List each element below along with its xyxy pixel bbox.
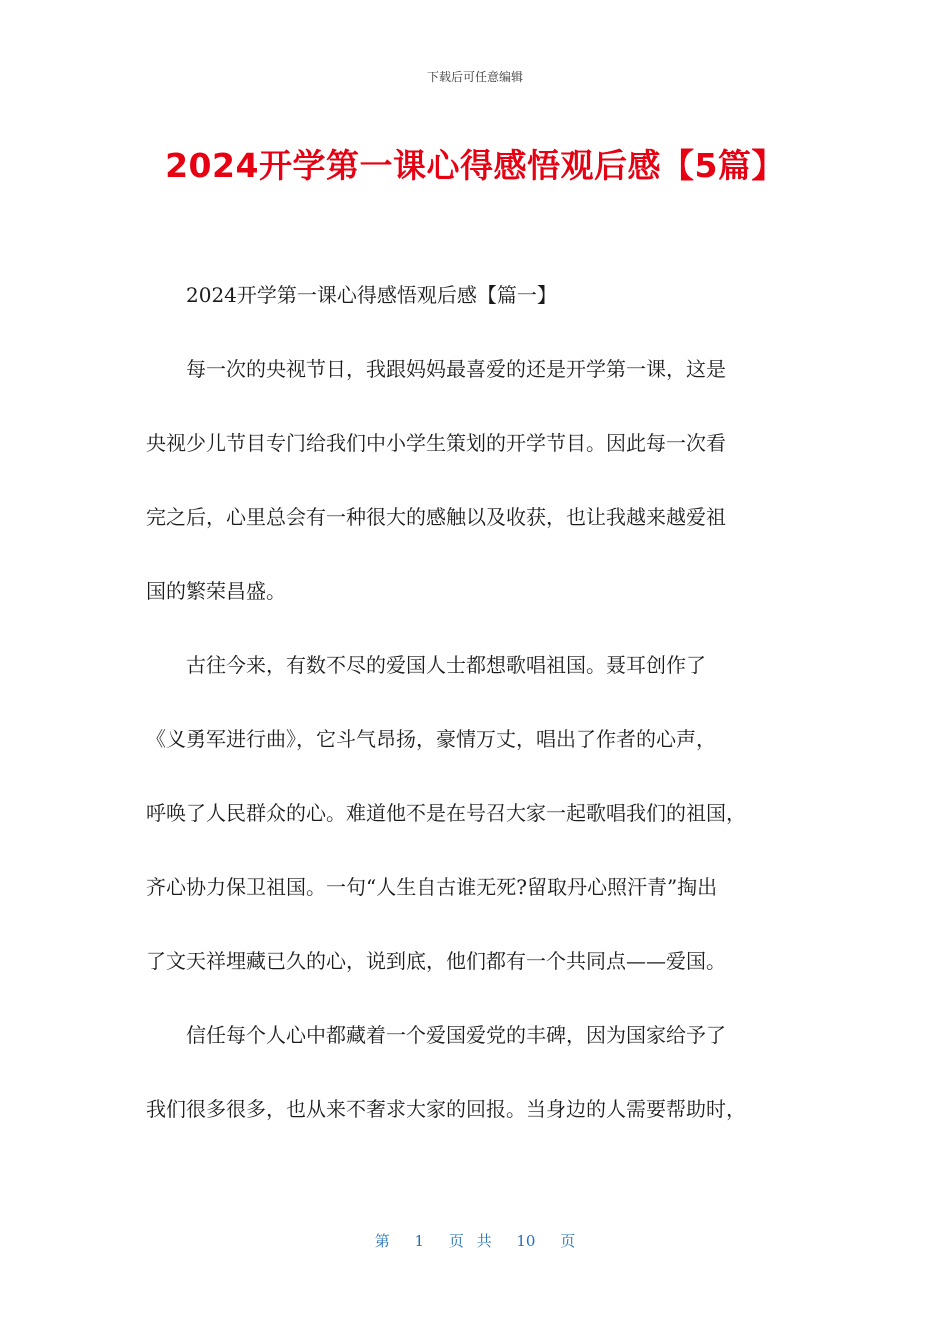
paragraph-line: 央视少儿节目专门给我们中小学生策划的开学节目。因此每一次看: [146, 431, 726, 455]
paragraph-1: [146, 332, 806, 628]
page-footer: [0, 1230, 950, 1251]
paragraph-line: 国的繁荣昌盛。: [146, 579, 286, 603]
document-body: [146, 258, 806, 1146]
paragraph-line: 完之后，心里总会有一种很大的感触以及收获，也让我越来越爱祖: [146, 505, 726, 529]
footer-page-number: 1: [414, 1232, 425, 1250]
paragraph-2: [146, 628, 806, 998]
header-note: 下载后可任意编辑: [426, 70, 523, 84]
paragraph-line: 信任每个人心中都藏着一个爱国爱党的丰碑，因为国家给予了: [186, 1023, 726, 1047]
paragraph-line: 了文天祥埋藏已久的心，说到底，他们都有一个共同点——爱国。: [146, 949, 726, 973]
document-title: 2024开学第一课心得感悟观后感【5篇】: [165, 146, 785, 185]
paragraph-line: 齐心协力保卫祖国。一句“人生自古谁无死?留取丹心照汗青”掏出: [146, 875, 718, 899]
paragraph-line: 《义勇军进行曲》，它斗气昂扬，豪情万丈，唱出了作者的心声，: [146, 727, 716, 751]
paragraph-3: [146, 998, 806, 1146]
section-heading: 2024开学第一课心得感悟观后感【篇一】: [186, 283, 557, 307]
footer-middle: 页 共: [448, 1232, 492, 1250]
footer-prefix: 第: [374, 1232, 390, 1250]
paragraph-line: 呼唤了人民群众的心。难道他不是在号召大家一起歌唱我们的祖国，: [146, 801, 746, 825]
paragraph-line: 每一次的央视节日，我跟妈妈最喜爱的还是开学第一课，这是: [186, 357, 726, 381]
paragraph-line: 古往今来，有数不尽的爱国人士都想歌唱祖国。聂耳创作了: [186, 653, 706, 677]
footer-total-pages: 10: [516, 1232, 536, 1250]
footer-suffix: 页: [560, 1232, 576, 1250]
paragraph-line: 我们很多很多，也从来不奢求大家的回报。当身边的人需要帮助时，: [146, 1097, 746, 1121]
